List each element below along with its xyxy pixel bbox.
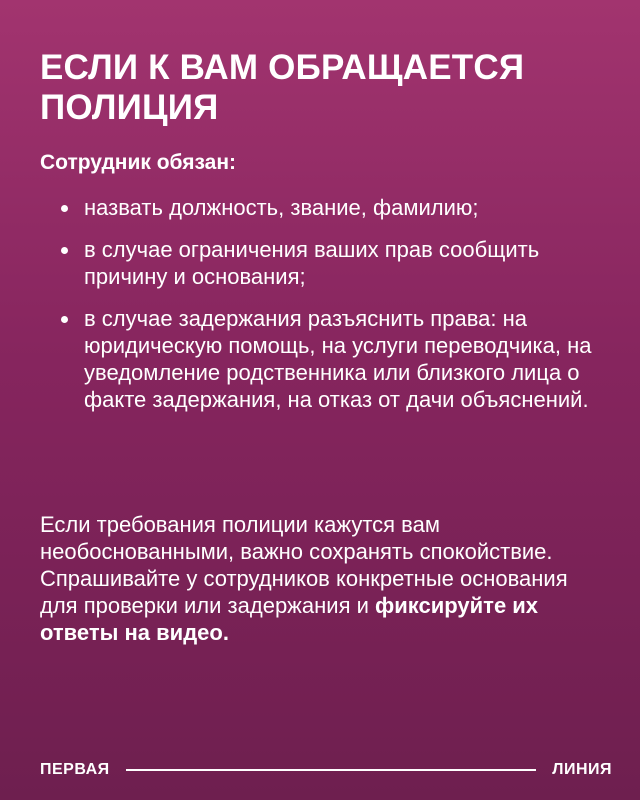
advice-emphasis: фиксируйте их ответы на видео. xyxy=(40,593,539,645)
card-title: ЕСЛИ К ВАМ ОБРАЩАЕТСЯ ПОЛИЦИЯ xyxy=(40,48,525,127)
footer-brand xyxy=(40,758,612,782)
bullet-dot-icon xyxy=(61,316,68,323)
list-item-text: в случае задержания разъяснить права: на юридическую помощь, на услуги переводчика, на уведомление родственника или близкого лица о факте задержания, на отказ от дачи объяснений. xyxy=(84,306,592,412)
obligations-heading: Сотрудник обязан: xyxy=(40,151,237,174)
bullet-dot-icon xyxy=(61,205,68,212)
advice-text: Если требования полиции кажутся вам необоснованными, важно сохранять спокойствие. Спрашивайте у сотрудников конкретные основания для проверки или задержания и xyxy=(40,512,568,618)
advice-paragraph xyxy=(40,511,600,646)
footer-brand-right: ЛИНИЯ xyxy=(552,761,612,778)
list-item-text: в случае ограничения ваших прав сообщить причину и основания; xyxy=(84,237,540,289)
list-item-text: назвать должность, звание, фамилию; xyxy=(84,195,479,220)
list-item xyxy=(40,305,600,413)
footer-brand-left: ПЕРВАЯ xyxy=(40,761,110,778)
footer-divider xyxy=(126,769,537,771)
bullet-dot-icon xyxy=(61,247,68,254)
list-item xyxy=(40,236,600,290)
obligations-list xyxy=(40,194,600,413)
list-item xyxy=(40,194,600,221)
